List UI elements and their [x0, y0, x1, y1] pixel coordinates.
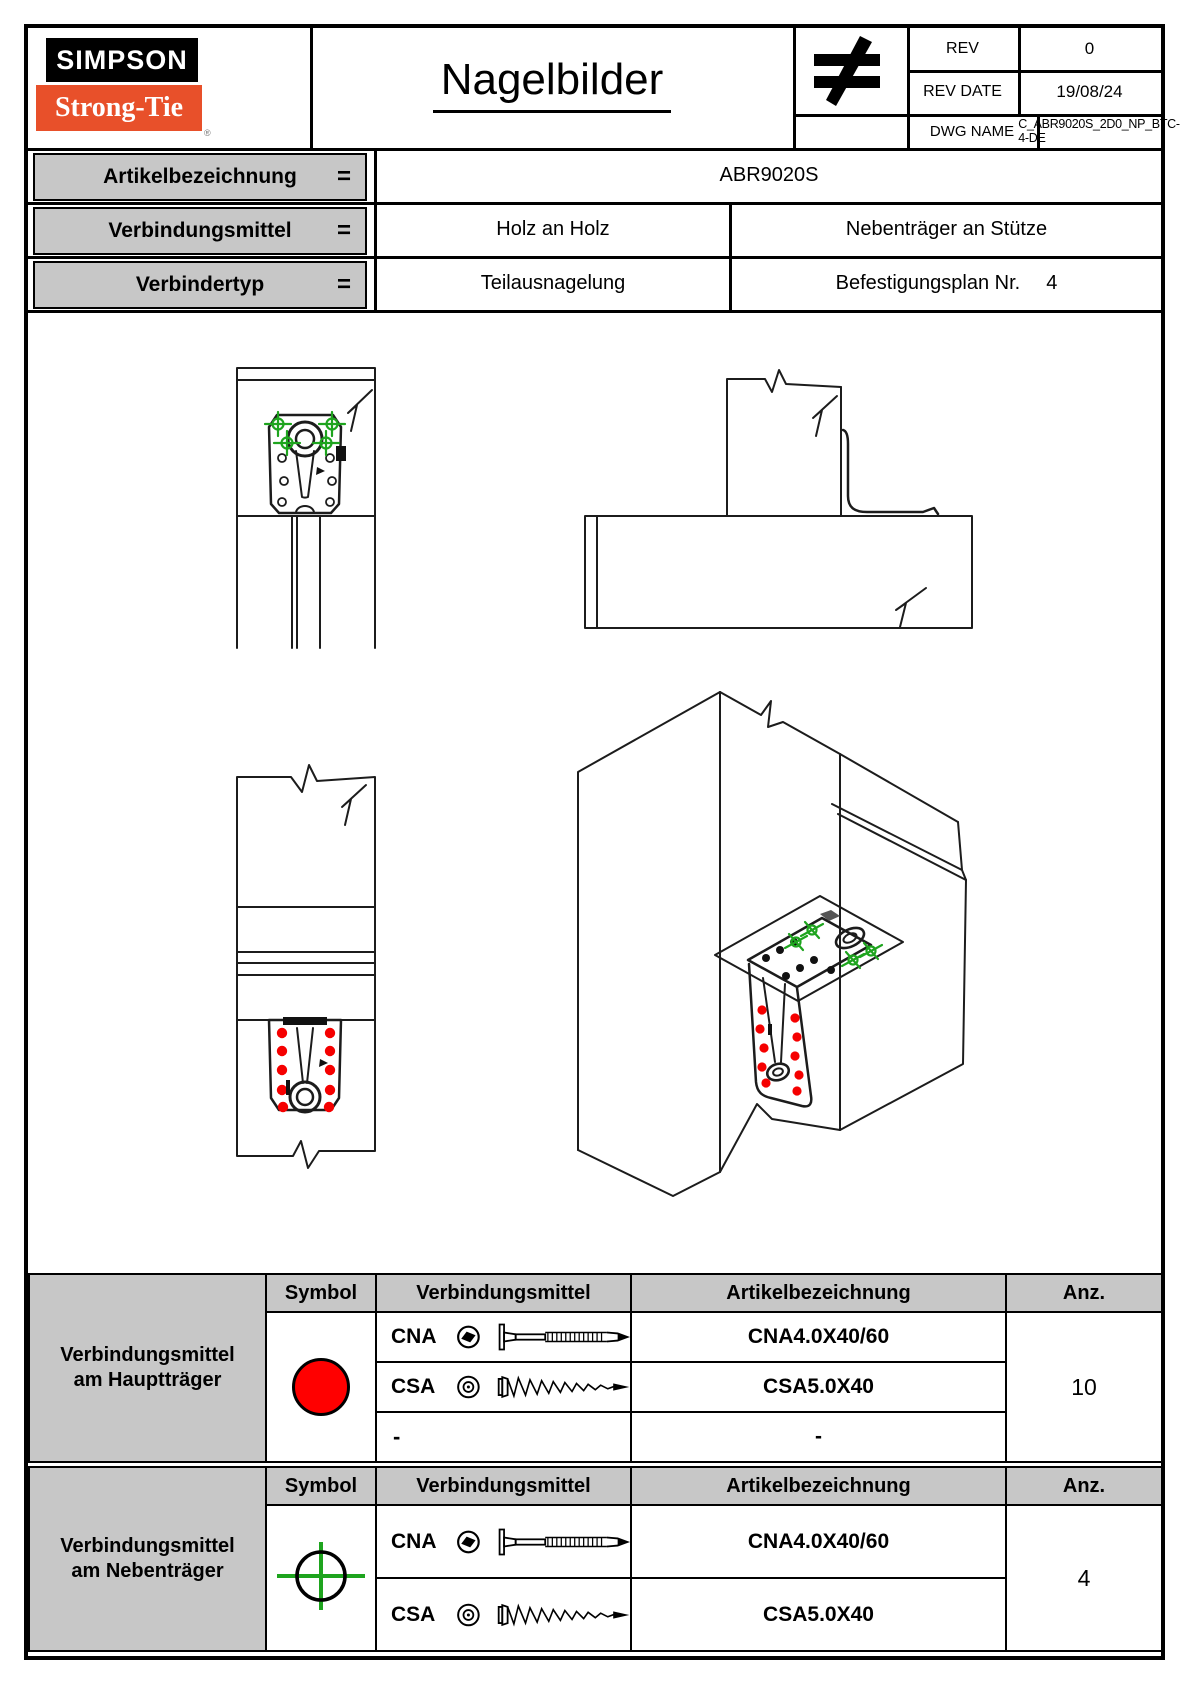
header-anz: Anz.: [1006, 1274, 1162, 1312]
anz-value-haupttraeger: 10: [1006, 1312, 1162, 1462]
fastener-row: [376, 1312, 631, 1362]
dwg-name-value: C_ABR9020S_2D0_NP_BTC-4-DE: [1018, 117, 1180, 145]
header-verbindungsmittel: Verbindungsmittel: [376, 1467, 631, 1505]
page-title: Nagelbilder: [312, 28, 792, 140]
csa-screw-icon: [496, 1598, 630, 1632]
simpson-logo-bottom: Strong-Tie: [36, 85, 202, 131]
csa-screw-icon: [496, 1370, 630, 1404]
fastener-row-empty: -: [376, 1412, 631, 1462]
header-verbindungsmittel: Verbindungsmittel: [376, 1274, 631, 1312]
view-isometric: [578, 692, 966, 1196]
equals-sign: =: [336, 217, 351, 244]
simpson-logo-top: SIMPSON: [46, 38, 198, 82]
symbol-haupttraeger: [266, 1312, 376, 1462]
equals-sign: =: [336, 271, 351, 298]
fastener-row: [376, 1505, 631, 1578]
befestigungsplan-number: 4: [1046, 271, 1058, 294]
verbindungsmittel-value-1: Holz an Holz: [496, 217, 610, 240]
article-value: CSA5.0X40: [631, 1362, 1006, 1412]
verbindertyp-label: Verbindertyp: [135, 273, 265, 296]
technical-drawings: [25, 310, 1165, 1273]
rev-date-value: 19/08/24: [1056, 82, 1123, 101]
symbol-nebentraeger: [266, 1505, 376, 1651]
verbindungsmittel-value-2: Nebenträger an Stütze: [845, 217, 1048, 240]
red-circle-symbol: [292, 1358, 350, 1416]
header-anz: Anz.: [1006, 1467, 1162, 1505]
cna-head-icon: [455, 1527, 482, 1557]
article-value: CNA4.0X40/60: [631, 1505, 1006, 1578]
article-value: CSA5.0X40: [631, 1578, 1006, 1651]
anz-value-nebentraeger: 4: [1006, 1505, 1162, 1651]
registered-mark: ®: [204, 128, 211, 138]
header-artikelbezeichnung: Artikelbezeichnung: [631, 1467, 1006, 1505]
titleblock-line: [310, 28, 313, 148]
fastener-code: CSA: [391, 1602, 436, 1626]
cna-nail-icon: [496, 1320, 630, 1354]
csa-head-icon: [455, 1600, 482, 1630]
bend-mark: [283, 1017, 327, 1025]
fastener-table-nebentraeger: [28, 1466, 1163, 1652]
artikelbezeichnung-label: Artikelbezeichnung: [103, 165, 297, 188]
fastener-code: CSA: [391, 1375, 436, 1398]
header-symbol: Symbol: [266, 1274, 376, 1312]
header-artikelbezeichnung: Artikelbezeichnung: [631, 1274, 1006, 1312]
fastener-code: CNA: [391, 1529, 437, 1553]
verbindungsmittel-label: Verbindungsmittel: [108, 219, 292, 242]
befestigungsplan-label: Befestigungsplan Nr.: [835, 271, 1021, 294]
cna-nail-icon: [496, 1525, 630, 1559]
not-equal-icon: [800, 32, 900, 110]
fastener-table-haupttraeger: [28, 1273, 1163, 1463]
view-front-bottom: [237, 765, 375, 1168]
article-value: CNA4.0X40/60: [631, 1312, 1006, 1362]
cna-head-icon: [455, 1322, 482, 1352]
csa-head-icon: [455, 1372, 482, 1402]
artikelbezeichnung-label-box: [33, 153, 367, 201]
rev-label: REV: [946, 40, 979, 57]
verbindertyp-label-box: [33, 261, 367, 309]
fastener-row: [376, 1362, 631, 1412]
rev-value: 0: [1084, 39, 1095, 58]
bend-mark: [336, 446, 346, 461]
red-nails-front: [277, 1028, 335, 1112]
dwg-name-label: DWG NAME: [929, 122, 1015, 140]
equals-sign: =: [336, 163, 351, 190]
fastener-code: CNA: [391, 1325, 437, 1348]
verbindungsmittel-label-box: [33, 207, 367, 255]
red-nails-iso: [755, 1005, 803, 1095]
article-value: -: [631, 1412, 1006, 1462]
titleblock-line: [793, 28, 796, 148]
artikelbezeichnung-value: ABR9020S: [719, 163, 819, 186]
header-symbol: Symbol: [266, 1467, 376, 1505]
befestigungsplan: [732, 256, 1161, 310]
green-crosshair-symbol: [269, 1538, 373, 1614]
row-label-nebentraeger: Verbindungsmittel am Nebenträger: [29, 1467, 266, 1651]
rev-date-label: REV DATE: [923, 83, 1002, 100]
view-side-top: [585, 370, 972, 628]
view-front-top: [237, 368, 375, 648]
verbindertyp-value: Teilausnagelung: [480, 271, 626, 294]
title-block: [0, 0, 1190, 148]
fastener-row: [376, 1578, 631, 1651]
row-label-haupttraeger: Verbindungsmittel am Hauptträger: [29, 1274, 266, 1462]
